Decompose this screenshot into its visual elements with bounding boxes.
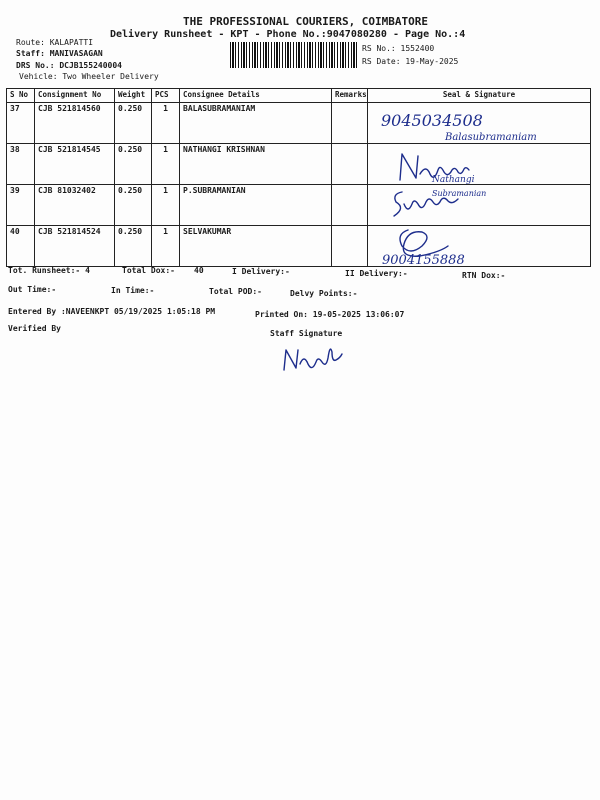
col-consignee: Consignee Details (180, 89, 332, 103)
cell-consignment: CJB 81032402 (35, 185, 115, 226)
cell-pcs: 1 (152, 185, 180, 226)
signature-row-37 (375, 104, 537, 146)
col-consignment: Consignment No (35, 89, 115, 103)
cell-weight: 0.250 (115, 144, 152, 185)
rs-date: RS Date: 19-May-2025 (362, 57, 459, 66)
cell-remarks (332, 226, 368, 267)
cell-consignment: CJB 521814560 (35, 103, 115, 144)
cell-consignment: CJB 521814524 (35, 226, 115, 267)
barcode (230, 42, 358, 68)
staff-signature-icon (278, 342, 358, 376)
handwritten-name: Balasubramaniam (445, 132, 537, 143)
col-remarks: Remarks (332, 89, 368, 103)
runsheet-subtitle: Delivery Runsheet - KPT - Phone No.:9047080280 - Page No.:4 (110, 29, 466, 40)
handwritten-name: Subramanian (432, 189, 487, 198)
cell-remarks (332, 103, 368, 144)
vehicle: Vehicle: Two Wheeler Delivery (19, 72, 159, 81)
staff-signature-label: Staff Signature (270, 329, 343, 338)
table-row (7, 144, 591, 185)
rtn-dox: RTN Dox:- (462, 271, 506, 280)
cell-sno: 40 (7, 226, 35, 267)
cell-consignee: SELVAKUMAR (180, 226, 332, 267)
in-time: In Time:- (111, 286, 155, 295)
entered-by: Entered By :NAVEENKPT 05/19/2025 1:05:18 PM (8, 307, 216, 316)
table-row (7, 185, 591, 226)
col-seal-signature: Seal & Signature (368, 89, 591, 103)
cell-remarks (332, 144, 368, 185)
printed-on: Printed On: 19-05-2025 13:06:07 (255, 310, 405, 319)
cell-sno: 38 (7, 144, 35, 185)
signature-row-38 (392, 146, 502, 186)
handwritten-phone: 9045034508 (381, 111, 483, 130)
cell-consignment: CJB 521814545 (35, 144, 115, 185)
cell-weight: 0.250 (115, 226, 152, 267)
drs-number: DRS No.: DCJB155240004 (16, 61, 122, 70)
cell-pcs: 1 (152, 144, 180, 185)
cell-consignee: BALASUBRAMANIAM (180, 103, 332, 144)
col-sno: S No (7, 89, 35, 103)
cell-pcs: 1 (152, 103, 180, 144)
route: Route: KALAPATTI (16, 38, 94, 47)
table-row (7, 226, 591, 267)
handwritten-phone: 9004155888 (382, 253, 465, 268)
total-pod: Total POD:- (209, 287, 262, 296)
cell-weight: 0.250 (115, 103, 152, 144)
cell-weight: 0.250 (115, 185, 152, 226)
col-weight: Weight (115, 89, 152, 103)
total-dox-value: 40 (194, 266, 204, 275)
staff: Staff: MANIVASAGAN (16, 49, 103, 58)
cell-sno: 37 (7, 103, 35, 144)
col-pcs: PCS (152, 89, 180, 103)
company-name: THE PROFESSIONAL COURIERS, COIMBATORE (183, 15, 429, 28)
cell-consignee: P.SUBRAMANIAN (180, 185, 332, 226)
rs-number: RS No.: 1552400 (362, 44, 435, 53)
cell-pcs: 1 (152, 226, 180, 267)
i-delivery: I Delivery:- (232, 267, 290, 276)
handwritten-name: Nathangi (432, 175, 475, 185)
verified-by: Verified By (8, 324, 61, 333)
cell-consignee: NATHANGI KRISHNAN (180, 144, 332, 185)
total-runsheet: Tot. Runsheet:- 4 (8, 266, 90, 275)
cell-sno: 39 (7, 185, 35, 226)
cell-remarks (332, 185, 368, 226)
table-header-row (7, 89, 591, 103)
ii-delivery: II Delivery:- (345, 269, 408, 278)
signature-row-40 (378, 222, 488, 268)
delivery-points: Delvy Points:- (290, 289, 358, 298)
total-dox-label: Total Dox:- (122, 266, 175, 275)
signature-row-39 (388, 184, 498, 220)
out-time: Out Time:- (8, 285, 57, 294)
